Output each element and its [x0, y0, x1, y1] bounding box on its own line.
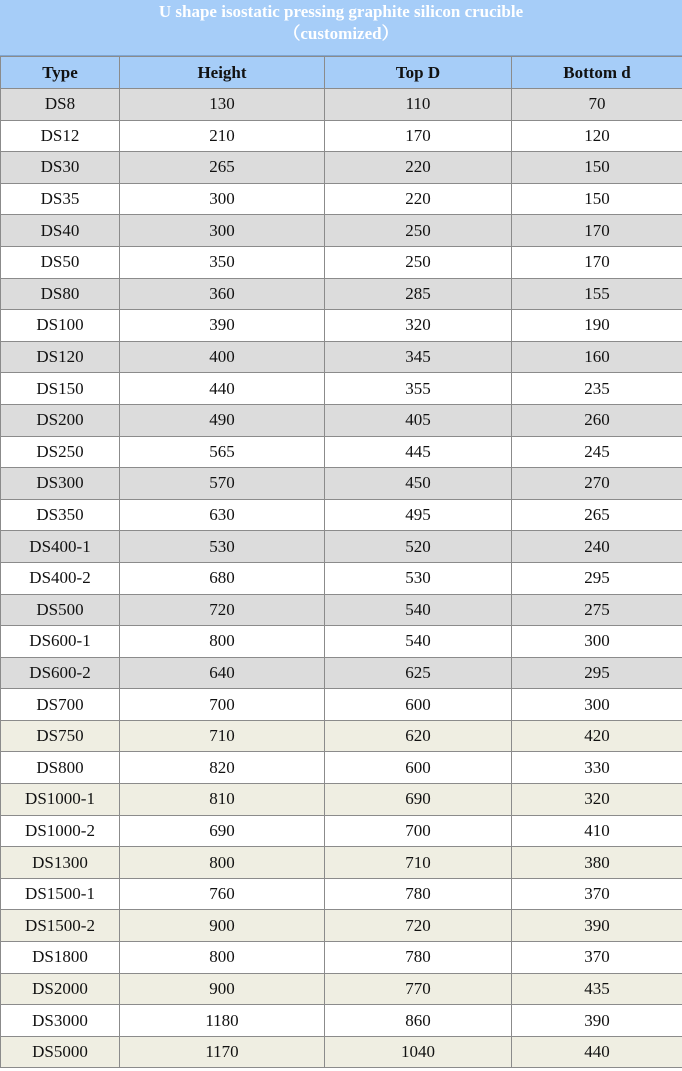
cell-bottom-d: 370 — [512, 942, 682, 974]
cell-height: 565 — [120, 436, 325, 468]
cell-type: DS150 — [1, 373, 120, 405]
cell-height: 570 — [120, 468, 325, 500]
cell-height: 265 — [120, 152, 325, 184]
cell-type: DS700 — [1, 689, 120, 721]
cell-bottom-d: 300 — [512, 626, 682, 658]
cell-height: 300 — [120, 215, 325, 247]
table-row — [1, 278, 682, 310]
cell-top-d: 220 — [325, 152, 512, 184]
cell-height: 820 — [120, 752, 325, 784]
cell-bottom-d: 380 — [512, 847, 682, 879]
cell-type: DS1300 — [1, 847, 120, 879]
table-row — [1, 215, 682, 247]
cell-bottom-d: 300 — [512, 689, 682, 721]
cell-type: DS2000 — [1, 973, 120, 1005]
cell-top-d: 540 — [325, 594, 512, 626]
cell-bottom-d: 240 — [512, 531, 682, 563]
table-header — [1, 57, 682, 89]
cell-type: DS1000-2 — [1, 815, 120, 847]
cell-top-d: 110 — [325, 89, 512, 121]
cell-bottom-d: 330 — [512, 752, 682, 784]
table-row — [1, 784, 682, 816]
cell-height: 530 — [120, 531, 325, 563]
cell-type: DS500 — [1, 594, 120, 626]
cell-top-d: 780 — [325, 942, 512, 974]
table-row — [1, 752, 682, 784]
cell-type: DS100 — [1, 310, 120, 342]
table-row — [1, 594, 682, 626]
title-main: U shape isostatic pressing graphite silicon crucible — [158, 2, 524, 21]
table-row — [1, 1036, 682, 1068]
table-row — [1, 878, 682, 910]
table-row — [1, 847, 682, 879]
cell-bottom-d: 295 — [512, 562, 682, 594]
cell-bottom-d: 435 — [512, 973, 682, 1005]
cell-type: DS250 — [1, 436, 120, 468]
column-header-bottom-d: Bottom d — [512, 57, 682, 89]
cell-type: DS400-1 — [1, 531, 120, 563]
cell-height: 720 — [120, 594, 325, 626]
cell-type: DS80 — [1, 278, 120, 310]
cell-type: DS1500-2 — [1, 910, 120, 942]
table-body — [1, 89, 682, 1068]
cell-height: 360 — [120, 278, 325, 310]
table-row — [1, 468, 682, 500]
cell-top-d: 320 — [325, 310, 512, 342]
cell-bottom-d: 160 — [512, 341, 682, 373]
cell-bottom-d: 245 — [512, 436, 682, 468]
cell-height: 390 — [120, 310, 325, 342]
table-row — [1, 815, 682, 847]
column-header-height: Height — [120, 57, 325, 89]
cell-bottom-d: 170 — [512, 215, 682, 247]
cell-bottom-d: 260 — [512, 404, 682, 436]
cell-bottom-d: 150 — [512, 183, 682, 215]
cell-type: DS200 — [1, 404, 120, 436]
table-row — [1, 120, 682, 152]
table-row — [1, 404, 682, 436]
cell-top-d: 1040 — [325, 1036, 512, 1068]
cell-height: 710 — [120, 720, 325, 752]
cell-top-d: 285 — [325, 278, 512, 310]
cell-type: DS35 — [1, 183, 120, 215]
cell-type: DS1000-1 — [1, 784, 120, 816]
cell-height: 130 — [120, 89, 325, 121]
cell-top-d: 620 — [325, 720, 512, 752]
table-row — [1, 1005, 682, 1037]
cell-top-d: 540 — [325, 626, 512, 658]
cell-top-d: 600 — [325, 752, 512, 784]
cell-bottom-d: 270 — [512, 468, 682, 500]
cell-height: 690 — [120, 815, 325, 847]
table-row — [1, 910, 682, 942]
cell-type: DS50 — [1, 246, 120, 278]
cell-top-d: 860 — [325, 1005, 512, 1037]
cell-height: 400 — [120, 341, 325, 373]
cell-type: DS12 — [1, 120, 120, 152]
cell-top-d: 780 — [325, 878, 512, 910]
cell-top-d: 700 — [325, 815, 512, 847]
cell-bottom-d: 420 — [512, 720, 682, 752]
cell-top-d: 250 — [325, 215, 512, 247]
cell-height: 810 — [120, 784, 325, 816]
cell-bottom-d: 320 — [512, 784, 682, 816]
cell-type: DS300 — [1, 468, 120, 500]
cell-bottom-d: 155 — [512, 278, 682, 310]
cell-type: DS30 — [1, 152, 120, 184]
cell-height: 630 — [120, 499, 325, 531]
cell-type: DS400-2 — [1, 562, 120, 594]
cell-top-d: 445 — [325, 436, 512, 468]
title-subtitle: （customized） — [283, 24, 399, 43]
cell-top-d: 345 — [325, 341, 512, 373]
cell-bottom-d: 235 — [512, 373, 682, 405]
table-row — [1, 246, 682, 278]
table-row — [1, 657, 682, 689]
header-row — [1, 57, 682, 89]
cell-height: 900 — [120, 910, 325, 942]
cell-type: DS600-2 — [1, 657, 120, 689]
cell-bottom-d: 410 — [512, 815, 682, 847]
table-row — [1, 942, 682, 974]
cell-bottom-d: 70 — [512, 89, 682, 121]
table-row — [1, 183, 682, 215]
table-row — [1, 310, 682, 342]
cell-type: DS5000 — [1, 1036, 120, 1068]
cell-height: 760 — [120, 878, 325, 910]
cell-height: 680 — [120, 562, 325, 594]
cell-top-d: 530 — [325, 562, 512, 594]
cell-top-d: 495 — [325, 499, 512, 531]
cell-bottom-d: 295 — [512, 657, 682, 689]
cell-bottom-d: 170 — [512, 246, 682, 278]
table-title — [0, 0, 682, 56]
table-row — [1, 626, 682, 658]
cell-top-d: 220 — [325, 183, 512, 215]
cell-height: 1170 — [120, 1036, 325, 1068]
cell-top-d: 450 — [325, 468, 512, 500]
table-row — [1, 341, 682, 373]
cell-height: 490 — [120, 404, 325, 436]
column-header-type: Type — [1, 57, 120, 89]
crucible-spec-table — [0, 56, 682, 1068]
cell-height: 1180 — [120, 1005, 325, 1037]
cell-top-d: 520 — [325, 531, 512, 563]
cell-top-d: 170 — [325, 120, 512, 152]
cell-bottom-d: 190 — [512, 310, 682, 342]
cell-type: DS8 — [1, 89, 120, 121]
cell-top-d: 770 — [325, 973, 512, 1005]
cell-top-d: 720 — [325, 910, 512, 942]
table-row — [1, 689, 682, 721]
table-row — [1, 152, 682, 184]
table-row — [1, 373, 682, 405]
cell-top-d: 710 — [325, 847, 512, 879]
cell-type: DS3000 — [1, 1005, 120, 1037]
cell-bottom-d: 275 — [512, 594, 682, 626]
table-row — [1, 973, 682, 1005]
cell-bottom-d: 120 — [512, 120, 682, 152]
cell-bottom-d: 390 — [512, 1005, 682, 1037]
cell-height: 440 — [120, 373, 325, 405]
cell-height: 350 — [120, 246, 325, 278]
cell-height: 210 — [120, 120, 325, 152]
column-header-top-d: Top D — [325, 57, 512, 89]
cell-height: 700 — [120, 689, 325, 721]
cell-top-d: 250 — [325, 246, 512, 278]
cell-height: 900 — [120, 973, 325, 1005]
cell-top-d: 355 — [325, 373, 512, 405]
cell-bottom-d: 370 — [512, 878, 682, 910]
cell-top-d: 625 — [325, 657, 512, 689]
table-row — [1, 720, 682, 752]
table-row — [1, 89, 682, 121]
cell-height: 640 — [120, 657, 325, 689]
cell-type: DS1800 — [1, 942, 120, 974]
cell-bottom-d: 150 — [512, 152, 682, 184]
cell-type: DS350 — [1, 499, 120, 531]
cell-type: DS750 — [1, 720, 120, 752]
cell-height: 300 — [120, 183, 325, 215]
cell-top-d: 690 — [325, 784, 512, 816]
table-row — [1, 499, 682, 531]
cell-type: DS120 — [1, 341, 120, 373]
cell-bottom-d: 390 — [512, 910, 682, 942]
table-row — [1, 436, 682, 468]
table-row — [1, 531, 682, 563]
cell-type: DS800 — [1, 752, 120, 784]
table-row — [1, 562, 682, 594]
cell-bottom-d: 440 — [512, 1036, 682, 1068]
cell-type: DS1500-1 — [1, 878, 120, 910]
cell-type: DS40 — [1, 215, 120, 247]
cell-height: 800 — [120, 942, 325, 974]
cell-top-d: 600 — [325, 689, 512, 721]
cell-height: 800 — [120, 626, 325, 658]
cell-type: DS600-1 — [1, 626, 120, 658]
cell-bottom-d: 265 — [512, 499, 682, 531]
cell-height: 800 — [120, 847, 325, 879]
cell-top-d: 405 — [325, 404, 512, 436]
